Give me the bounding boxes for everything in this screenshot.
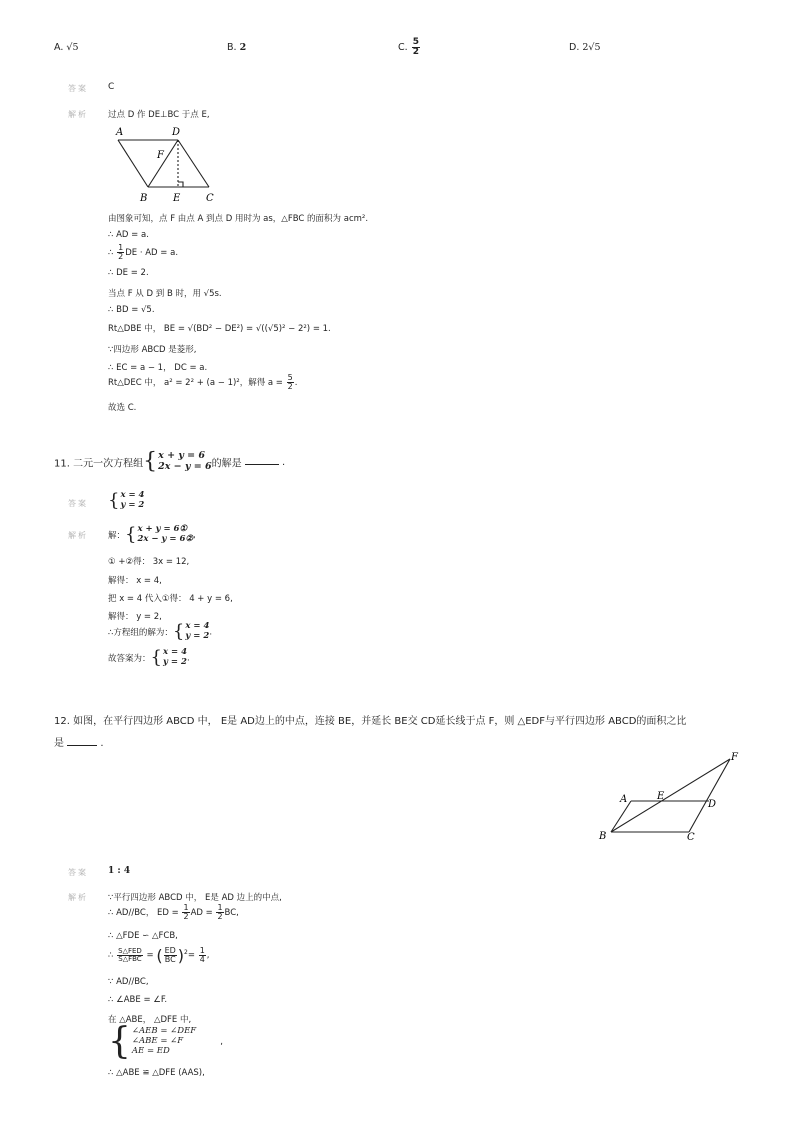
q11-final-answer: 故答案为： { x = 4 y = 2 . [108, 646, 190, 668]
option-b-label: B. [227, 42, 237, 53]
option-b [227, 42, 246, 53]
q12-fig-label-f: F [731, 752, 738, 763]
q10-rt2-pre: Rt△DEC 中， a² = 2² + (a − 1)²，解得 a = [108, 378, 286, 388]
option-c [398, 38, 421, 57]
q10-line-rt1 [108, 322, 331, 334]
option-c-label: C. [398, 42, 408, 53]
q12-line-3: ∴ △FDE ∽ △FCB, [108, 931, 178, 941]
option-a [54, 42, 79, 53]
q10-rt1-pre: Rt△DBE 中， BE = [108, 324, 188, 334]
q11-solution-start: 解： { x + y = 6① 2x − y = 6② , [108, 523, 196, 545]
q10-fig-label-b: B [140, 193, 148, 204]
q12-fig-label-d: D [708, 799, 717, 810]
q10-line-half: ∴ $\frac{1}{2}$ DE · AD = a. [108, 243, 179, 261]
q12-stem-line1: 12. 如图，在平行四边形 ABCD 中， E是 AD边上的中点，连接 BE，并延长 BE交 CD延长线于点 F，则 △EDF与平行四边形 ABCD的面积之比 [54, 716, 687, 727]
q11-system-result: ∴方程组的解为： { x = 4 y = 2 . [108, 620, 213, 642]
q12-answer-label: 答案 [68, 868, 88, 877]
q10-half-tail: DE · AD = a. [125, 248, 179, 258]
q10-line-4: 当点 F 从 D 到 B 时，用 √5s. [108, 289, 222, 299]
q12-fig-label-c: C [687, 832, 695, 843]
q12-line-4: ∴ $\frac{\text{S△FED}}{\text{S△FBC}}$ = ( $\frac{ED}{BC}$ )$^2$= $\frac{1}{4}$ , [108, 946, 210, 965]
q10-line-5: ∴ BD = √5. [108, 305, 155, 315]
q11-system: { x + y = 6 2x − y = 6 [143, 449, 212, 474]
q10-answer: C [108, 82, 115, 92]
q10-answer-label: 答案 [68, 84, 88, 93]
q10-line-7: ∴ EC = a − 1， DC = a. [108, 363, 208, 373]
q12-line-7: 在 △ABE， △DFE 中, [108, 1015, 192, 1025]
q11-analysis-label: 解析 [68, 531, 88, 540]
option-a-label: A. [54, 42, 64, 53]
q12-fig-label-a: A [620, 794, 628, 805]
q10-line-6: ∵四边形 ABCD 是菱形, [108, 345, 197, 355]
q12-line-8: ∴ △ABE ≌ △DFE (AAS), [108, 1068, 205, 1078]
q10-fig-label-a: A [116, 127, 124, 138]
q12-stem-line2: 是 . [54, 738, 104, 749]
q10-fig-label-f: F [157, 150, 164, 161]
q12-line-6: ∴ ∠ABE = ∠F. [108, 995, 168, 1005]
q10-analysis-label: 解析 [68, 110, 88, 119]
q11-answer-label: 答案 [68, 499, 88, 508]
q12-answer-blank [67, 736, 97, 746]
q11-stem: 11. 二元一次方程组 { x + y = 6 2x − y = 6 的解是 . [54, 449, 286, 474]
q12-fig-label-e: E [657, 791, 665, 802]
q10-line-2: ∴ AD = a. [108, 230, 149, 240]
q10-fig-label-d: D [172, 127, 181, 138]
q12-line-2: ∴ AD//BC， ED = $\frac{1}{2}$ AD = $\frac{1}{2}$ BC, [108, 903, 239, 921]
q12-line-1: ∵平行四边形 ABCD 中， E是 AD 边上的中点, [108, 893, 282, 903]
q10-line-0: 过点 D 作 DE⊥BC 于点 E, [108, 110, 210, 120]
q11-line-0: ① +②得： 3x = 12, [108, 557, 190, 567]
q10-rt1-expr: √(BD² − DE²) = √((√5)² − 2²) = 1. [187, 324, 331, 334]
option-b-value: 2 [239, 42, 247, 53]
option-c-fraction: $\frac{5}{2}$ [412, 37, 419, 57]
option-d-value: 2√5 [582, 42, 601, 53]
q12-conditions: { ∠AEB = ∠DEF ∠ABE = ∠F AE = ED , [108, 1021, 223, 1062]
q10-line-1: 由图象可知，点 F 由点 A 到点 D 用时为 as，△FBC 的面积为 acm². [108, 214, 369, 224]
option-d [569, 42, 601, 53]
q11-answer: { x = 4 y = 2 [108, 489, 145, 511]
option-a-value: √5 [66, 42, 79, 53]
q10-line-3: ∴ DE = 2. [108, 268, 149, 278]
q11-answer-blank [245, 455, 279, 465]
q12-analysis-label: 解析 [68, 893, 88, 902]
q10-figure [108, 120, 228, 206]
q10-fig-label-e: E [173, 193, 181, 204]
q11-line-2: 把 x = 4 代入①得： 4 + y = 6, [108, 594, 233, 604]
q11-stem-pre: 11. 二元一次方程组 [54, 458, 144, 470]
option-d-label: D. [569, 42, 580, 53]
q11-stem-post: 的解是 [211, 458, 242, 470]
q10-line-8: 故选 C. [108, 403, 137, 413]
q10-fig-label-c: C [206, 193, 214, 204]
q12-answer: 1 : 4 [108, 866, 131, 876]
q12-line-5: ∵ AD//BC, [108, 977, 149, 987]
q12-figure [596, 750, 746, 845]
q12-fig-label-b: B [599, 831, 607, 842]
q11-line-1: 解得： x = 4, [108, 576, 162, 586]
q10-line-rt2: Rt△DEC 中， a² = 2² + (a − 1)²，解得 a = $\frac{5}{2}$ . [108, 373, 298, 391]
q11-line-3: 解得： y = 2, [108, 612, 162, 622]
